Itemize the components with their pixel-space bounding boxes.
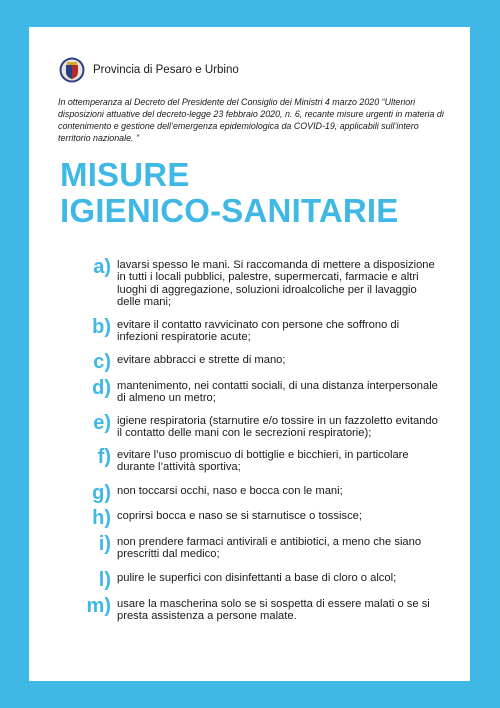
measure-text: evitare il contatto ravvicinato con persone che soffrono di infezioni respiratorie acute;: [117, 319, 400, 344]
measure-text: non prendere farmaci antivirali e antibiotici, a meno che siano prescritti dal medico;: [117, 536, 422, 561]
measure-item: [59, 256, 439, 309]
measure-item: [59, 507, 439, 529]
measure-letter: g): [92, 482, 111, 504]
measure-item: [59, 412, 439, 440]
measure-letter: c): [93, 351, 111, 373]
measure-item: [59, 482, 439, 504]
decree-reference: In ottemperanza al Decreto del Presidente del Consiglio dei Ministri 4 marzo 2020 “Ulteriori disposizioni attuative del decreto-legge 23 febbraio 2020, n. 6, recante misure urgenti in materia di contenimento e gestione dell’emergenza epidemiologica da COVID-19, applicabili sull’intero territorio nazionale. ”: [58, 97, 444, 143]
measure-item: [59, 446, 439, 474]
measure-letter: i): [98, 533, 111, 555]
header: [59, 57, 239, 83]
measure-item: [59, 351, 439, 373]
measure-letter: a): [93, 256, 111, 278]
page-title: [60, 157, 399, 229]
provincial-coat-of-arms-icon: [59, 57, 85, 83]
title-line-1: MISURE: [60, 156, 190, 193]
measure-item: [59, 377, 439, 405]
measure-letter: l): [98, 569, 111, 591]
measure-text: igiene respiratoria (starnutire e/o tossire in un fazzoletto evitando il contatto delle mani con le secrezioni respiratorie);: [117, 415, 438, 440]
poster-sheet: [29, 27, 470, 681]
measure-text: usare la mascherina solo se si sospetta di essere malati o se si presta assistenza a persone malate.: [117, 598, 430, 623]
measure-letter: d): [92, 377, 111, 399]
measure-item: [59, 316, 439, 344]
organization-name: Provincia di Pesaro e Urbino: [93, 64, 239, 76]
measure-item: [59, 533, 439, 561]
measure-letter: h): [92, 507, 111, 529]
measure-text: mantenimento, nei contatti sociali, di una distanza interpersonale di almeno un metro;: [117, 380, 438, 405]
measure-letter: m): [86, 595, 111, 617]
title-line-2: IGIENICO-SANITARIE: [60, 192, 399, 229]
measure-letter: f): [97, 446, 111, 468]
measure-text: pulire le superfici con disinfettanti a base di cloro o alcol;: [117, 572, 397, 584]
measure-item: [59, 569, 439, 591]
measure-letter: e): [93, 412, 111, 434]
measure-text: evitare l’uso promiscuo di bottiglie e bicchieri, in particolare durante l’attività sportiva;: [117, 449, 409, 474]
measure-item: [59, 595, 439, 623]
measure-text: lavarsi spesso le mani. Si raccomanda di mettere a disposizione in tutti i locali pubblici, palestre, supermercati, farmacie e altri luoghi di aggregazione, soluzioni idroalcoliche per il lavaggio delle mani;: [117, 259, 435, 309]
measure-letter: b): [92, 316, 111, 338]
measure-text: evitare abbracci e strette di mano;: [117, 354, 286, 366]
measure-text: non toccarsi occhi, naso e bocca con le mani;: [117, 485, 343, 497]
measure-text: coprirsi bocca e naso se si starnutisce o tossisce;: [117, 510, 362, 522]
